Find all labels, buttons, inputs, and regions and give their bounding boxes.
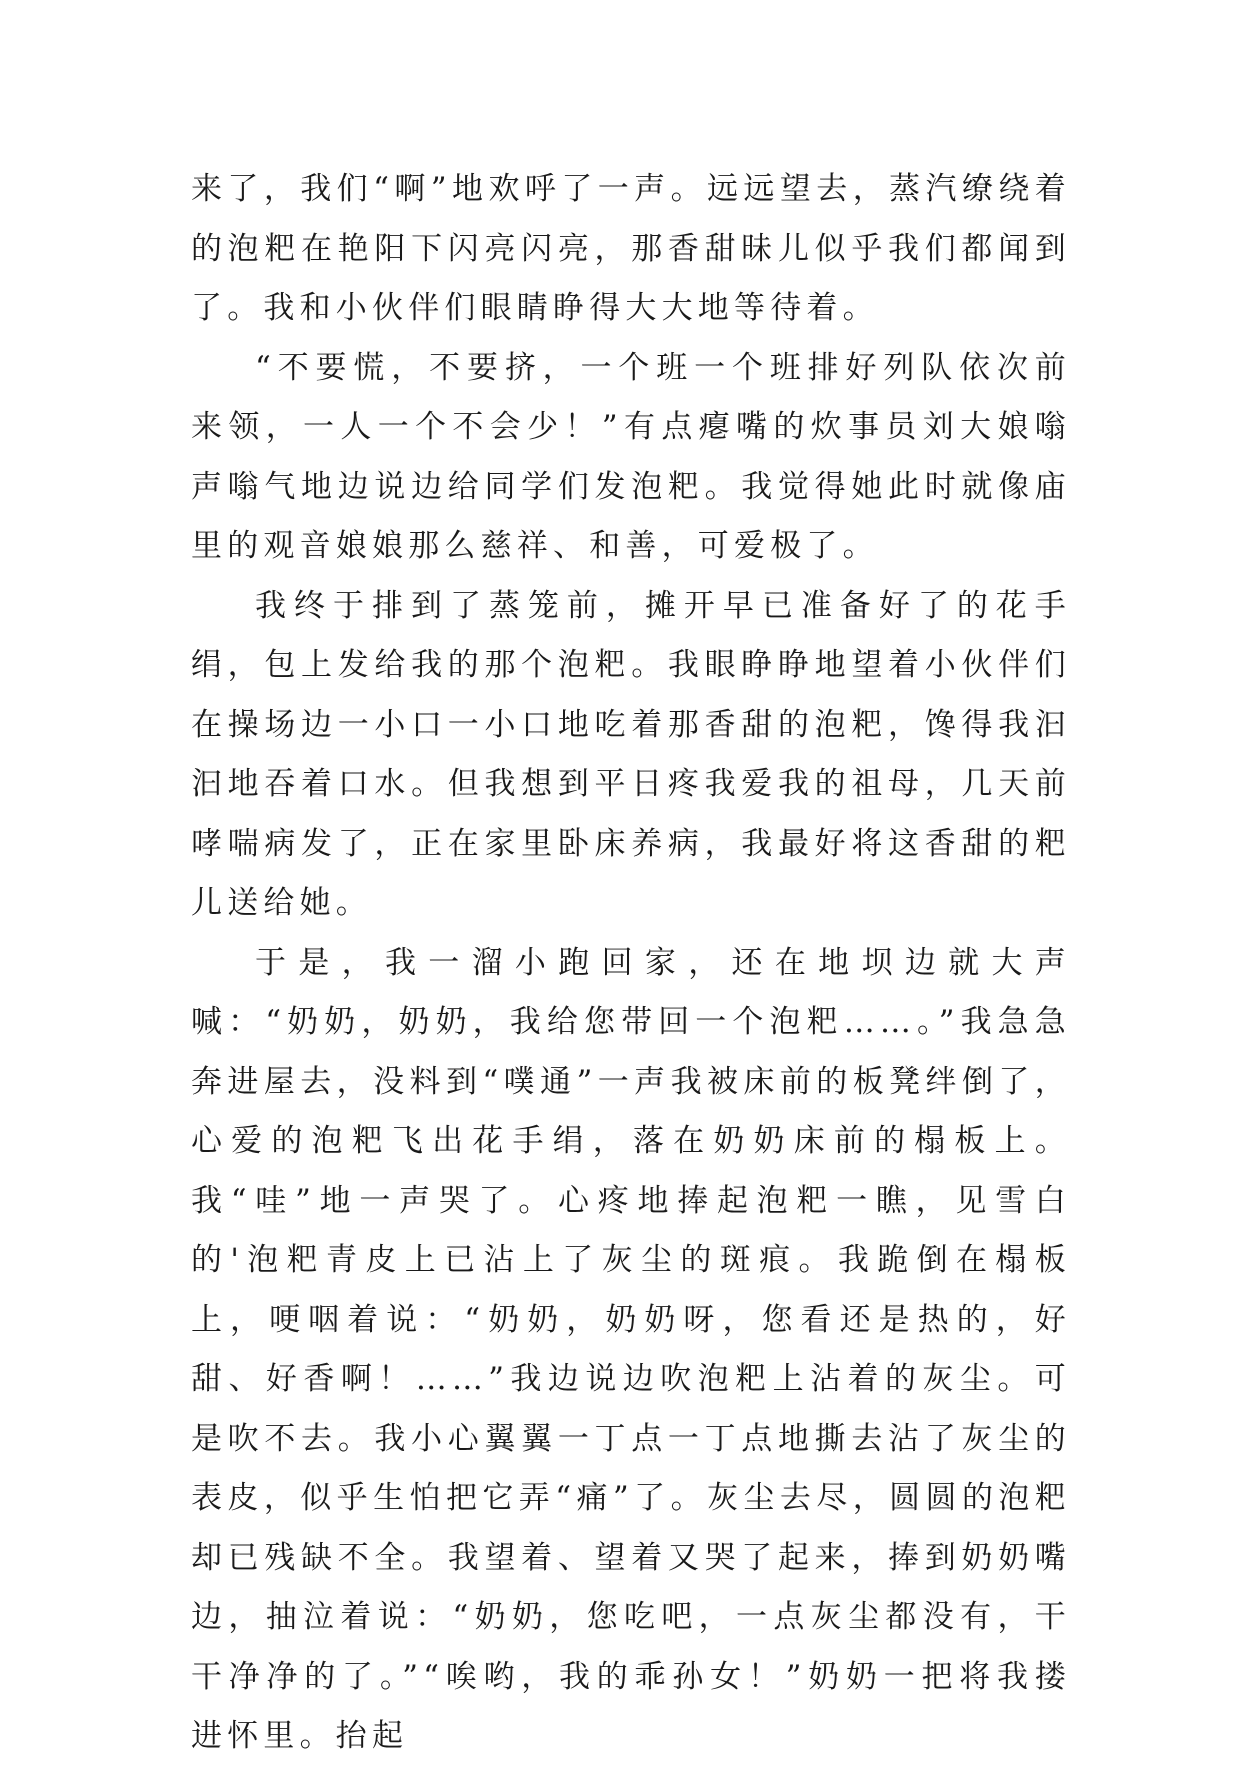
paragraph-2: “不要慌，不要挤，一个班一个班排好列队依次前来领，一人一个不会少！”有点瘪嘴的炊事员刘大娘嗡声嗡气地边说边给同学们发泡粑。我觉得她此时就像庙里的观音娘娘那么慈祥、和善，可爱极了。 [191, 349, 1071, 564]
paragraph-4: 于是，我一溜小跑回家，还在地坝边就大声喊：“奶奶，奶奶，我给您带回一个泡粑……。”我急急奔进屋去，没料到“噗通”一声我被床前的板凳绊倒了，心爱的泡粑飞出花手绢，落在奶奶床前的榻板上。我“哇”地一声哭了。心疼地捧起泡粑一瞧，见雪白的'泡粑青皮上已沾上了灰尘的斑痕。我跪倒在榻板上，哽咽着说：“奶奶，奶奶呀，您看还是热的，好甜、好香啊！……”我边说边吹泡粑上沾着的灰尘。可是吹不去。我小心翼翼一丁点一丁点地撕去沾了灰尘的表皮，似乎生怕把它弄“痛”了。灰尘去尽，圆圆的泡粑却已残缺不全。我望着、望着又哭了起来，捧到奶奶嘴边，抽泣着说：“奶奶，您吃吧，一点灰尘都没有，干干净净的了。”“唉哟，我的乖孙女！”奶奶一把将我搂进怀里。抬起 [191, 944, 1071, 1754]
paragraph-1: 来了，我们“啊”地欢呼了一声。远远望去，蒸汽缭绕着的泡粑在艳阳下闪亮闪亮，那香甜昧儿似乎我们都闻到了。我和小伙伴们眼睛睁得大大地等待着。 [191, 171, 1071, 326]
paragraph-3: 我终于排到了蒸笼前，摊开早已准备好了的花手绢，包上发给我的那个泡粑。我眼睁睁地望着小伙伴们在操场边一小口一小口地吃着那香甜的泡粑，馋得我汩汩地吞着口水。但我想到平日疼我爱我的祖母，几天前哮喘病发了，正在家里卧床养病，我最好将这香甜的粑儿送给她。 [191, 587, 1071, 921]
body-text [191, 160, 1071, 1767]
